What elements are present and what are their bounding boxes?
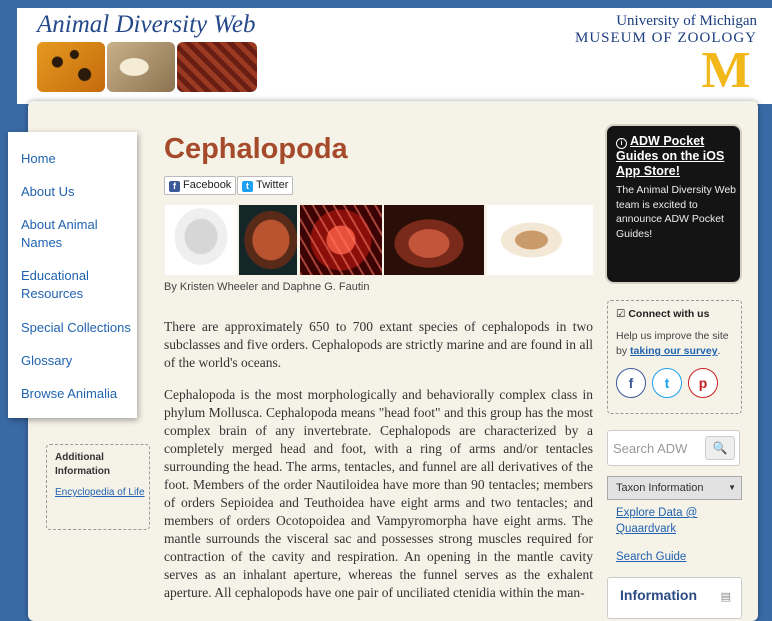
site-title[interactable]: Animal Diversity Web [37, 11, 256, 38]
connect-title [616, 308, 709, 320]
promo-title-text: ADW Pocket Guides on the iOS App Store! [616, 134, 725, 178]
twitter-social-icon[interactable]: t [652, 368, 682, 398]
twitter-share-button[interactable] [237, 176, 293, 195]
twitter-icon: t [242, 181, 253, 192]
body-paragraph: Cephalopoda is the most morphologically and behaviorally complex class in phylum Mollusca. Cephalopoda means "head foot" and this group has the most complex brain of any invertebrate. Cephalopods are characterized by a completely merged head and foot, with a ring of arms and/or tentacles surrounding the head. The arms, tentacles, and funnel are all derivatives of the foot. Members of the order Nautiloidea have more than 90 tentacles; members of orders Sepioidea and Teuthoidea have eight arms and two tentacles; and members of orders Ocotopoidea and Vampyromorpha have eight arms. The mantle surrounds the visceral sac and possesses strong muscles required for contraction of the cavity and respiration. An opening in the mantle cavity serves as an inhalant aperture, whereas the funnel serves as the exhalent aperture. All cephalopods have one pair of unciliated ctenidia within the man- [164, 387, 593, 600]
facebook-share-button[interactable] [164, 176, 236, 195]
twitter-share-label: Twitter [256, 179, 289, 191]
pocket-guides-promo [607, 126, 740, 282]
institution-line-1: University of Michigan [616, 13, 757, 29]
site-header [17, 8, 772, 104]
logo-letter-d [107, 42, 175, 92]
connect-text [616, 329, 736, 359]
promo-text: The Animal Diversity Web team is excited to announce ADW Pocket Guides! [616, 184, 737, 240]
info-circle-icon: i [616, 138, 627, 149]
classification-title: Information [620, 587, 697, 603]
facebook-icon: f [169, 181, 180, 192]
connect-period: . [717, 345, 721, 357]
dropdown-arrow-icon: ▼ [728, 483, 736, 492]
pinterest-social-icon[interactable]: p [688, 368, 718, 398]
photo-red-cephalopod[interactable] [300, 205, 382, 275]
checkbox-check-icon: ☑ [616, 308, 626, 320]
encyclopedia-of-life-link[interactable]: Encyclopedia of Life [55, 487, 145, 498]
connect-title-text: Connect with us [628, 308, 710, 320]
main-nav [8, 132, 137, 418]
photo-cuttlefish-illustration[interactable] [165, 205, 237, 275]
intro-paragraph: There are approximately 650 to 700 extant species of cephalopods in two subclasses and five orders. Cephalopods are strictly marine and are found in all of the world's oceans. [164, 319, 593, 370]
document-icon: ▤ [720, 591, 731, 603]
search-guide-link[interactable]: Search Guide [616, 551, 687, 563]
facebook-share-label: Facebook [183, 179, 232, 191]
author-byline: By Kristen Wheeler and Daphne G. Fautin [164, 281, 370, 293]
nav-item-educational-resources[interactable]: Educational Resources [21, 268, 89, 301]
nav-item-special-collections[interactable]: Special Collections [21, 320, 131, 335]
nav-item-browse-animalia[interactable]: Browse Animalia [21, 386, 118, 401]
logo-letter-w [177, 42, 257, 92]
nav-item-home[interactable]: Home [21, 151, 56, 166]
connect-description: Help us improve the site by [616, 330, 729, 357]
photo-octopus-red[interactable] [384, 205, 484, 275]
nav-item-about-animal-names[interactable]: About Animal Names [21, 217, 98, 250]
nav-item-glossary[interactable]: Glossary [21, 353, 73, 368]
explore-data-link[interactable]: Explore Data @ Quaardvark [616, 507, 698, 535]
block-m-logo[interactable]: M [701, 42, 751, 99]
photo-nautilus-illustration[interactable] [487, 205, 593, 275]
search-input[interactable] [611, 437, 707, 459]
logo-letter-a [37, 42, 105, 92]
search-icon: 🔍 [712, 441, 728, 455]
classification-box [607, 577, 742, 619]
additional-info-title: Additional Information [55, 452, 110, 477]
facebook-social-icon[interactable]: f [616, 368, 646, 398]
read-more-link[interactable]: Read more... [9, 252, 85, 266]
taxon-information-dropdown[interactable] [607, 476, 742, 500]
nav-item-about-us[interactable]: About Us [21, 184, 75, 199]
institution-line-2: MUSEUM OF ZOOLOGY [574, 30, 757, 46]
additional-info-box [46, 444, 150, 530]
promo-title-link[interactable] [616, 134, 736, 179]
search-button[interactable] [705, 436, 735, 460]
taxon-information-label: Taxon Information [616, 482, 704, 494]
survey-link[interactable]: taking our survey [630, 345, 718, 357]
photo-octopus[interactable] [239, 205, 297, 275]
search-box [607, 430, 740, 466]
page-title: Cephalopoda [164, 133, 348, 165]
